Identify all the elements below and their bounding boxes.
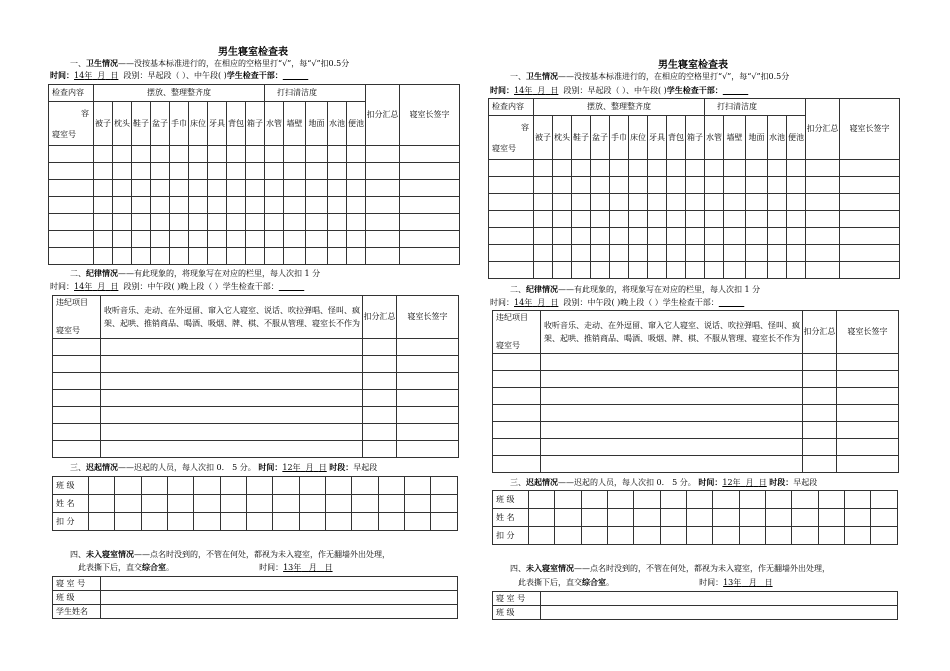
col-toothkit: 牙具 — [208, 102, 227, 146]
sheet-title: 男生寝室检查表 — [218, 47, 288, 58]
s4-line2: 此表撕下后，直交综合室。 时间：13年 月 日 — [78, 562, 333, 572]
col-pillow: 枕头 — [113, 102, 132, 146]
col-quilt-2: 被子 — [534, 116, 553, 160]
col-towel-2: 手巾 — [610, 116, 629, 160]
col-shoes-2: 鞋子 — [572, 116, 591, 160]
col-wall: 墙壁 — [284, 102, 306, 146]
s2-time-line: 时间：14年 月 日 段别：中午段( )晚上段（ ）学生检查干部： — [50, 282, 279, 291]
hdr-deduct: 扣分汇总 — [366, 85, 400, 146]
col-sink-2: 水池 — [768, 116, 787, 160]
hdr-sign: 寝室长签字 — [400, 85, 460, 146]
hdr-diag-top: 容 — [49, 102, 94, 126]
s2-heading-2: 二、纪律情况——有此现象的，将现象写在对应的栏里，每人次扣 1 分 — [510, 284, 761, 294]
right-sheet — [488, 0, 898, 671]
row-room-no-2: 寝 室 号 — [493, 592, 541, 606]
row-class-4: 班 级 — [493, 606, 541, 620]
col-toilet-2: 便池 — [787, 116, 806, 160]
row-student-name: 学生姓名 — [53, 605, 101, 619]
late-rising-table-2 — [492, 490, 898, 545]
hdr-deduct-4: 扣分汇总 — [803, 311, 837, 354]
sheet-title-2: 男生寝室检查表 — [658, 60, 728, 71]
col-bed: 床位 — [189, 102, 208, 146]
row-name-2: 姓 名 — [493, 509, 529, 527]
hdr-check-content-2: 检查内容 — [489, 99, 534, 116]
late-rising-table — [52, 476, 458, 531]
col-basin: 盆子 — [151, 102, 170, 146]
col-bed-2: 床位 — [629, 116, 648, 160]
hdr-sign-4: 寝室长签字 — [837, 311, 899, 354]
col-floor: 地面 — [306, 102, 328, 146]
s1-heading: 一、卫生情况——没按基本标准进行的，在相应的空格里打“√”，每“√”扣0.5分 — [70, 58, 350, 68]
col-pipe-2: 水管 — [705, 116, 724, 160]
hdr-cleanliness: 打扫清洁度 — [265, 85, 366, 102]
discipline-table-2 — [492, 310, 899, 473]
left-sheet — [48, 0, 458, 671]
hdr-violation-room: 违纪项目 寝室号 — [53, 296, 101, 339]
hdr-room: 寝室号 — [49, 126, 94, 146]
col-quilt: 被子 — [94, 102, 113, 146]
row-class-2: 班 级 — [53, 591, 101, 605]
s4-heading-2: 四、未入寝室情况——点名时没到的，不管在何处，都视为未入寝室，作无翻墙外出处理， — [510, 563, 830, 573]
hdr-cleanliness-2: 打扫清洁度 — [705, 99, 806, 116]
hdr-sign-3: 寝室长签字 — [840, 99, 900, 160]
hdr-deduct-2: 扣分汇总 — [363, 296, 397, 339]
s2-time-line-2: 时间：14年 月 日 段别：中午段( )晚上段（ ）学生检查干部： — [490, 298, 719, 307]
col-wall-2: 墙壁 — [724, 116, 746, 160]
s2-heading: 二、纪律情况——有此现象的，将现象写在对应的栏里，每人次扣 1 分 — [70, 268, 321, 278]
absence-table — [52, 576, 458, 619]
s4-line2-2: 此表撕下后，直交综合室。 时间：13年 月 日 — [518, 577, 773, 587]
hdr-diag-top-2: 容 — [489, 116, 534, 140]
col-shoes: 鞋子 — [132, 102, 151, 146]
col-toothkit-2: 牙具 — [648, 116, 667, 160]
violation-list: 收听音乐、走动、在外逗留、窜入它人寝室、说话、吹拉弹唱、怪叫、疯架、起哄、推销商品、喝酒、吸烟、牌、棋、不服从管理、寝室长不作为 — [101, 296, 363, 339]
col-sink: 水池 — [328, 102, 347, 146]
col-towel: 手巾 — [170, 102, 189, 146]
hdr-arrangement-2: 摆放、整理整齐度 — [534, 99, 705, 116]
violation-list-2: 收听音乐、走动、在外逗留、窜入它人寝室、说话、吹拉弹唱、怪叫、疯架、起哄、推销商品、喝酒、吸烟、牌、棋、不服从管理、寝室长不作为 — [541, 311, 803, 354]
row-deduct-2: 扣 分 — [493, 527, 529, 545]
col-basin-2: 盆子 — [591, 116, 610, 160]
col-pillow-2: 枕头 — [553, 116, 572, 160]
col-backpack: 背包 — [227, 102, 246, 146]
s1-time-line-2: 时间：14年 月 日 段别：早起段（ ）、中午段( )学生检查干部： — [490, 85, 723, 95]
s3-heading-2: 三、迟起情况——迟起的人员，每人次扣 0． 5 分。 时间：12年 月 日 时段：早起段 — [510, 477, 818, 487]
hdr-sign-2: 寝室长签字 — [397, 296, 459, 339]
col-pipe: 水管 — [265, 102, 284, 146]
row-deduct: 扣 分 — [53, 513, 89, 531]
hygiene-table-2 — [488, 98, 900, 279]
hdr-room-2: 寝室号 — [489, 140, 534, 160]
hdr-arrangement: 摆放、整理整齐度 — [94, 85, 265, 102]
s3-heading: 三、迟起情况——迟起的人员，每人次扣 0． 5 分。 时间：12年 月 日 时段：早起段 — [70, 462, 378, 472]
row-class: 班 级 — [53, 477, 89, 495]
hdr-check-content: 检查内容 — [49, 85, 94, 102]
row-room-no: 寝 室 号 — [53, 577, 101, 591]
hdr-deduct-3: 扣分汇总 — [806, 99, 840, 160]
s1-time-line: 时间：14年 月 日 段别：早起段（ ）、中午段( )学生检查干部： — [50, 70, 283, 80]
col-box: 箱子 — [246, 102, 265, 146]
row-class-3: 班 级 — [493, 491, 529, 509]
row-name: 姓 名 — [53, 495, 89, 513]
discipline-table — [52, 295, 459, 458]
s4-heading: 四、未入寝室情况——点名时没到的，不管在何处，都视为未入寝室，作无翻墙外出处理， — [70, 549, 390, 559]
col-backpack-2: 背包 — [667, 116, 686, 160]
col-box-2: 箱子 — [686, 116, 705, 160]
s1-heading-2: 一、卫生情况——没按基本标准进行的，在相应的空格里打“√”，每“√”扣0.5分 — [510, 71, 790, 81]
col-toilet: 便池 — [347, 102, 366, 146]
absence-table-2 — [492, 591, 898, 620]
hygiene-table — [48, 84, 460, 265]
hdr-violation-room-2: 违纪项目 寝室号 — [493, 311, 541, 354]
col-floor-2: 地面 — [746, 116, 768, 160]
